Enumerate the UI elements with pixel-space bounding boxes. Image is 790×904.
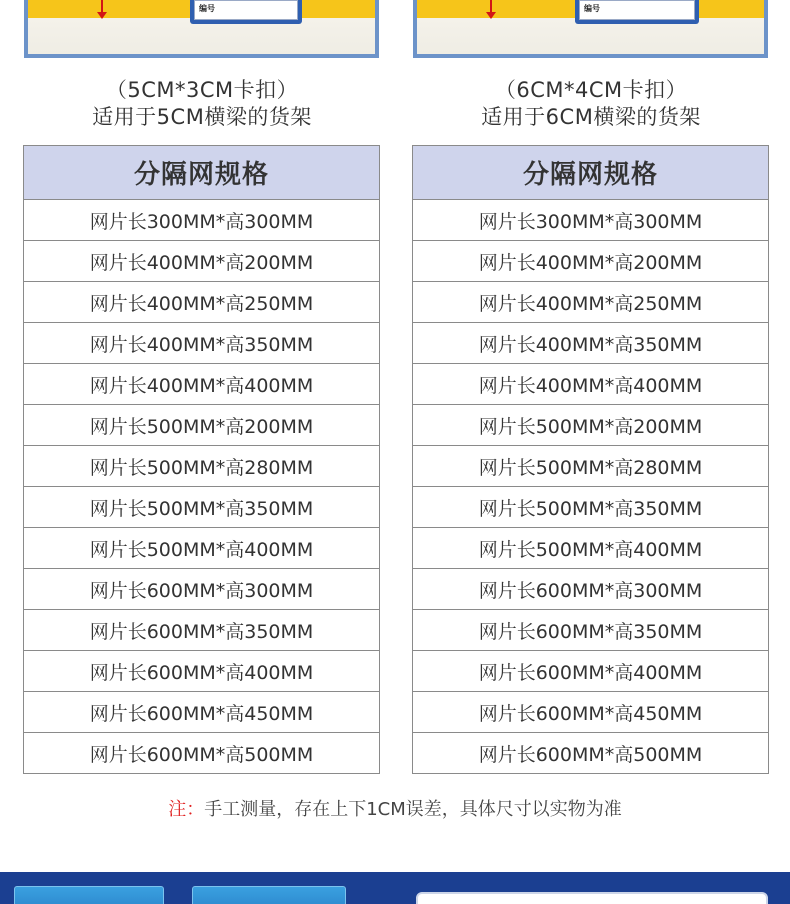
caption-usage: 适用于6CM横梁的货架 (481, 105, 701, 129)
spec-cell: 网片长500MM*高200MM (413, 405, 769, 446)
spec-cell: 网片长400MM*高200MM (24, 241, 380, 282)
table-row (413, 405, 769, 446)
spec-cell: 网片长600MM*高450MM (24, 692, 380, 733)
spec-cell: 网片长300MM*高300MM (24, 200, 380, 241)
spec-cell: 网片长500MM*高350MM (24, 487, 380, 528)
table-header: 分隔网规格 (24, 146, 380, 200)
spec-cell: 网片长500MM*高200MM (24, 405, 380, 446)
spec-cell: 网片长500MM*高400MM (24, 528, 380, 569)
table-row (413, 282, 769, 323)
caption-usage: 适用于5CM横梁的货架 (92, 105, 312, 129)
table-row (413, 323, 769, 364)
spec-cell: 网片长500MM*高400MM (413, 528, 769, 569)
caption-6cm (413, 77, 769, 131)
table-row (24, 200, 380, 241)
spec-cell: 网片长600MM*高350MM (24, 610, 380, 651)
spec-cell: 网片长400MM*高250MM (413, 282, 769, 323)
table-row (413, 651, 769, 692)
table-row (413, 610, 769, 651)
spec-cell: 网片长600MM*高400MM (24, 651, 380, 692)
table-row (413, 692, 769, 733)
table-row (413, 200, 769, 241)
spec-cell: 网片长600MM*高400MM (413, 651, 769, 692)
table-row (24, 446, 380, 487)
spec-cell: 网片长400MM*高400MM (413, 364, 769, 405)
table-row (24, 569, 380, 610)
spec-table-6cm (412, 145, 769, 774)
spec-cell: 网片长500MM*高280MM (413, 446, 769, 487)
table-header-row (413, 146, 769, 200)
red-arrow-head-icon (97, 12, 107, 19)
caption-clip-size: （6CM*4CM卡扣） (494, 78, 688, 102)
spec-cell: 网片长400MM*高400MM (24, 364, 380, 405)
measurement-note (0, 795, 790, 821)
table-row (24, 487, 380, 528)
spec-cell: 网片长400MM*高350MM (413, 323, 769, 364)
table-row (413, 528, 769, 569)
spec-cell: 网片长600MM*高300MM (413, 569, 769, 610)
spec-cell: 网片长400MM*高200MM (413, 241, 769, 282)
next-section-banner (0, 872, 790, 904)
spec-cell: 网片长500MM*高280MM (24, 446, 380, 487)
table-row (413, 364, 769, 405)
shelf-label-text: 编号 (194, 0, 298, 20)
product-tile (14, 886, 164, 904)
product-photo-5cm (24, 0, 379, 58)
table-row (24, 692, 380, 733)
caption-clip-size: （5CM*3CM卡扣） (105, 78, 299, 102)
note-label: 注： (168, 799, 205, 820)
spec-cell: 网片长600MM*高450MM (413, 692, 769, 733)
spec-cell: 网片长400MM*高250MM (24, 282, 380, 323)
spec-cell: 网片长400MM*高350MM (24, 323, 380, 364)
table-header-row (24, 146, 380, 200)
shelf-label-card (190, 0, 302, 24)
table-row (413, 487, 769, 528)
table-row (413, 733, 769, 774)
table-row (24, 733, 380, 774)
spec-cell: 网片长600MM*高500MM (24, 733, 380, 774)
table-row (413, 446, 769, 487)
product-photo-6cm (413, 0, 768, 58)
table-header: 分隔网规格 (413, 146, 769, 200)
caption-5cm (24, 77, 380, 131)
table-row (24, 610, 380, 651)
table-row (24, 241, 380, 282)
product-frame (416, 892, 768, 904)
spec-cell: 网片长300MM*高300MM (413, 200, 769, 241)
table-row (24, 282, 380, 323)
spec-table-5cm (23, 145, 380, 774)
spec-cell: 网片长600MM*高300MM (24, 569, 380, 610)
table-row (413, 569, 769, 610)
table-row (413, 241, 769, 282)
shelf-label-card (575, 0, 699, 24)
product-tile (192, 886, 346, 904)
red-arrow-head-icon (486, 12, 496, 19)
spec-cell: 网片长500MM*高350MM (413, 487, 769, 528)
note-text: 手工测量，存在上下1CM误差，具体尺寸以实物为准 (204, 799, 622, 820)
shelf-label-text: 编号 (579, 0, 695, 20)
spec-cell: 网片长600MM*高350MM (413, 610, 769, 651)
spec-cell: 网片长600MM*高500MM (413, 733, 769, 774)
table-row (24, 528, 380, 569)
table-row (24, 364, 380, 405)
table-row (24, 405, 380, 446)
table-row (24, 651, 380, 692)
table-row (24, 323, 380, 364)
